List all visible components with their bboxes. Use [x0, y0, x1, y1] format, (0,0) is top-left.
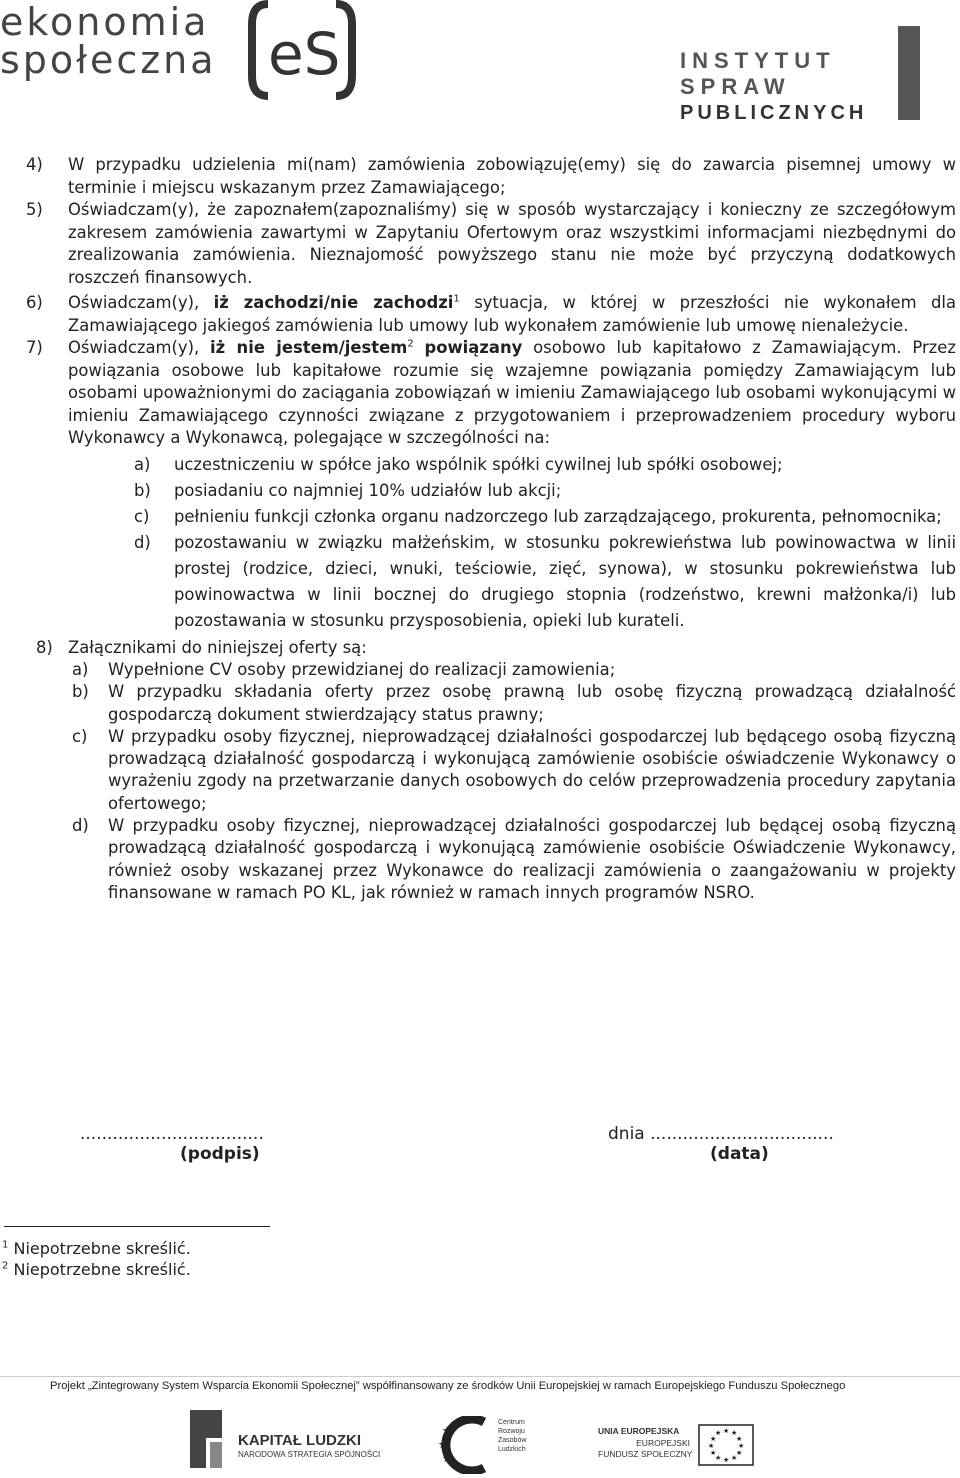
item-text: Załącznikami do niniejszej oferty są: [68, 637, 367, 657]
list-item [72, 681, 956, 726]
list-letter: d) [72, 816, 89, 836]
kapital-ludzki-subtitle: NARODOWA STRATEGIA SPÓJNOŚCI [238, 1450, 381, 1459]
item-text-pre: Oświadczam(y), [68, 338, 200, 357]
footnote-number: 1 [2, 1239, 9, 1251]
list-text: W przypadku składania oferty przez osobę prawną lub osobę fizyczną prowadzącą działalność gospodarczą dokument stwierdzający status prawny; [108, 682, 956, 724]
item-6 [26, 292, 956, 337]
signature-dots: .................................. [80, 1124, 264, 1144]
kapital-ludzki-logo [186, 1408, 386, 1470]
crzl-text [498, 1418, 526, 1454]
svg-text:★: ★ [715, 1430, 722, 1437]
crzl-line: Ludzkich [498, 1446, 526, 1453]
svg-text:★: ★ [715, 1455, 722, 1462]
list-letter: a) [72, 660, 89, 679]
footnote-separator [4, 1226, 270, 1227]
list-text: Wypełnione CV osoby przewidzianej do realizacji zamowienia; [108, 660, 616, 679]
list-text: W przypadku osoby fizycznej, nieprowadzącej działalności gospodarczej lub będącego osobą fizyczną prowadzącą działalność gospodarczą i wykonującą zamówienie osobiście oświadczenie Wykonawcy o wyrażeniu zgody na przetwarzanie danych osobowych do celów przeprowadzenia procedury zapytania ofertowego; [108, 726, 956, 813]
kapital-ludzki-mark-icon [186, 1408, 226, 1470]
item-text-pre: Oświadczam(y), [68, 293, 200, 312]
item-text-bold2: powiązany [424, 338, 523, 357]
svg-text:★: ★ [731, 1430, 738, 1437]
item-5 [26, 199, 956, 289]
ekonomia-spoleczna-logo [0, 0, 360, 100]
isp-logo-line2: PUBLICZNYCH [680, 102, 868, 124]
item-8 [36, 637, 956, 660]
item-text-post: osobowo lub kapitałowo z Zamawiającym. Przez powiązania osobowe lub kapitałowe rozumie się wzajemne powiązania pomiędzy Zamawiającym lub osobami upoważnionymi do zaciągania zobowiązań w imieniu Zamawiającego lub osobami wykonującymi w imieniu Zamawiającego czynności związane z przygotowaniem i przeprowadzeniem procedury wyboru Wykonawcy a Wykonawcą, polegające w szczególności na: [68, 338, 956, 447]
list-text: pełnieniu funkcji członka organu nadzorczego lub zarządzającego, prokurenta, pełnomocnika; [174, 506, 942, 526]
list-text: posiadaniu co najmniej 10% udziałów lub akcji; [174, 480, 562, 500]
signature-label: (podpis) [180, 1144, 260, 1164]
list-letter: c) [72, 726, 88, 746]
crzl-line: Centrum [498, 1419, 525, 1426]
crzl-line: Rozwoju [498, 1428, 525, 1435]
list-item [134, 478, 956, 504]
list-letter: b) [134, 480, 151, 500]
footnote-number: 2 [2, 1260, 9, 1272]
svg-text:★: ★ [438, 1439, 448, 1451]
item-number: 8) [36, 637, 53, 657]
crzl-line: Zasobów [498, 1437, 527, 1444]
list-item [134, 452, 956, 478]
svg-text:★: ★ [723, 1428, 730, 1435]
es-mark-icon [248, 0, 356, 100]
item-number: 7) [26, 338, 43, 357]
list-text: uczestniczeniu w spółce jako wspólnik spółki cywilnej lub spółki osobowej; [174, 454, 783, 474]
kapital-ludzki-title: KAPITAŁ LUDZKI [238, 1432, 362, 1449]
list-letter: a) [134, 454, 151, 474]
footer-separator [0, 1376, 960, 1377]
item-text-bold: iż nie jestem/jestem [210, 338, 408, 357]
project-info: Projekt „Zintegrowany System Wsparcia Ekonomii Społecznej” współfinansowany ze środków Unii Europejskiej w ramach Europejskiego Funduszu Społecznego [50, 1380, 846, 1392]
list-item [72, 659, 956, 681]
item-number: 5) [26, 200, 43, 219]
item-8-sublist [72, 659, 956, 904]
item-number: 4) [26, 155, 43, 174]
footnote-text: Niepotrzebne skreślić. [13, 1239, 191, 1258]
list-letter: d) [134, 532, 151, 552]
crzl-stars-icon [436, 1416, 494, 1474]
item-number: 6) [26, 293, 43, 312]
svg-text:★: ★ [736, 1450, 743, 1457]
isp-logo-line1: INSTYTUT SPRAW [680, 48, 836, 99]
item-text: W przypadku udzielenia mi(nam) zamówienia zobowiązuję(emy) się do zawarcia pisemnej umowy w terminie i miejscu wskazanym przez Zamawiającego; [68, 155, 956, 197]
item-text: Oświadczam(y), że zapoznałem(zapoznaliśmy) się w sposób wystarczający i konieczny ze szczegółowym zakresem zamówienia zawartymi w Zapytaniu Ofertowym oraz wszystkimi informacjami niezbędnymi do zrealizowania zamówienia. Nieznajomość powyższego stanu nie może być przyczyną dodatkowych roszczeń finansowych. [68, 200, 956, 287]
crzl-logo [436, 1416, 546, 1474]
svg-text:★: ★ [710, 1450, 717, 1457]
list-letter: c) [134, 506, 150, 526]
item-text-bold: iż zachodzi/nie zachodzi [213, 293, 454, 312]
svg-text:★: ★ [710, 1436, 717, 1443]
date-label: (data) [710, 1144, 769, 1164]
list-item [72, 815, 956, 904]
date-prefix: dnia [608, 1124, 645, 1144]
list-item [72, 726, 956, 815]
list-text: pozostawaniu w związku małżeńskim, w stosunku pokrewieństwa lub powinowactwa w linii prostej (rodzice, dzieci, wnuki, teściowie, zięć, synowa), w stosunku pokrewieństwa lub powinowactwa w linii bocznej do drugiego stopnia (rodzeństwo, krewni małżonka/i) lub pozostawania w stosunku przysposobienia, opieki lub kurateli. [174, 532, 956, 630]
item-7 [26, 337, 956, 450]
svg-text:★: ★ [723, 1457, 730, 1464]
item-4 [26, 154, 956, 199]
logo-text-line2: społeczna [0, 38, 217, 82]
svg-text:eS: eS [268, 20, 341, 88]
list-item [134, 530, 956, 634]
date-line [608, 1124, 834, 1144]
footnotes [2, 1238, 191, 1280]
footnote-text: Niepotrzebne skreślić. [13, 1260, 191, 1279]
eu-flag-icon [698, 1424, 754, 1466]
isp-logo [680, 48, 880, 126]
eu-logo [598, 1424, 758, 1470]
date-dots: .................................. [650, 1124, 834, 1144]
footnote [2, 1259, 191, 1280]
footnote-ref: 2 [407, 338, 414, 350]
footnote [2, 1238, 191, 1259]
svg-text:★: ★ [731, 1455, 738, 1462]
item-7-sublist [134, 452, 956, 634]
svg-text:★: ★ [442, 1453, 452, 1465]
svg-text:★: ★ [738, 1443, 745, 1450]
item-text-post: sytuacja, w której w przeszłości nie wykonałem dla Zamawiającego jakiegoś zamówienia lub umowy lub wykonałem zamówienie lub umowę nienależycie. [68, 293, 956, 335]
eu-line2: EUROPEJSKI [636, 1438, 690, 1448]
footnote-ref: 1 [453, 293, 460, 305]
list-letter: b) [72, 682, 89, 702]
list-text: W przypadku osoby fizycznej, nieprowadzącej działalności gospodarczej lub będącej osobą fizyczną prowadzącą działalność gospodarczą i wykonującą zamówienie osobiście Oświadczenie Wykonawcy, również osoby wskazanej przez Wykonawce do realizacji zamówienia o zaangażowaniu w projekty finansowane w ramach PO KL, jak również w ramach innych programów NSRO. [108, 816, 956, 902]
eu-line1: UNIA EUROPEJSKA [598, 1426, 680, 1436]
svg-text:★: ★ [442, 1425, 452, 1437]
svg-text:★: ★ [736, 1436, 743, 1443]
document-body [26, 154, 956, 904]
eu-line3: FUNDUSZ SPOŁECZNY [598, 1449, 693, 1459]
list-item [134, 504, 956, 530]
logo-text-line1: ekonomia [0, 0, 210, 44]
isp-logo-bar [898, 26, 920, 120]
svg-text:★: ★ [708, 1443, 715, 1450]
